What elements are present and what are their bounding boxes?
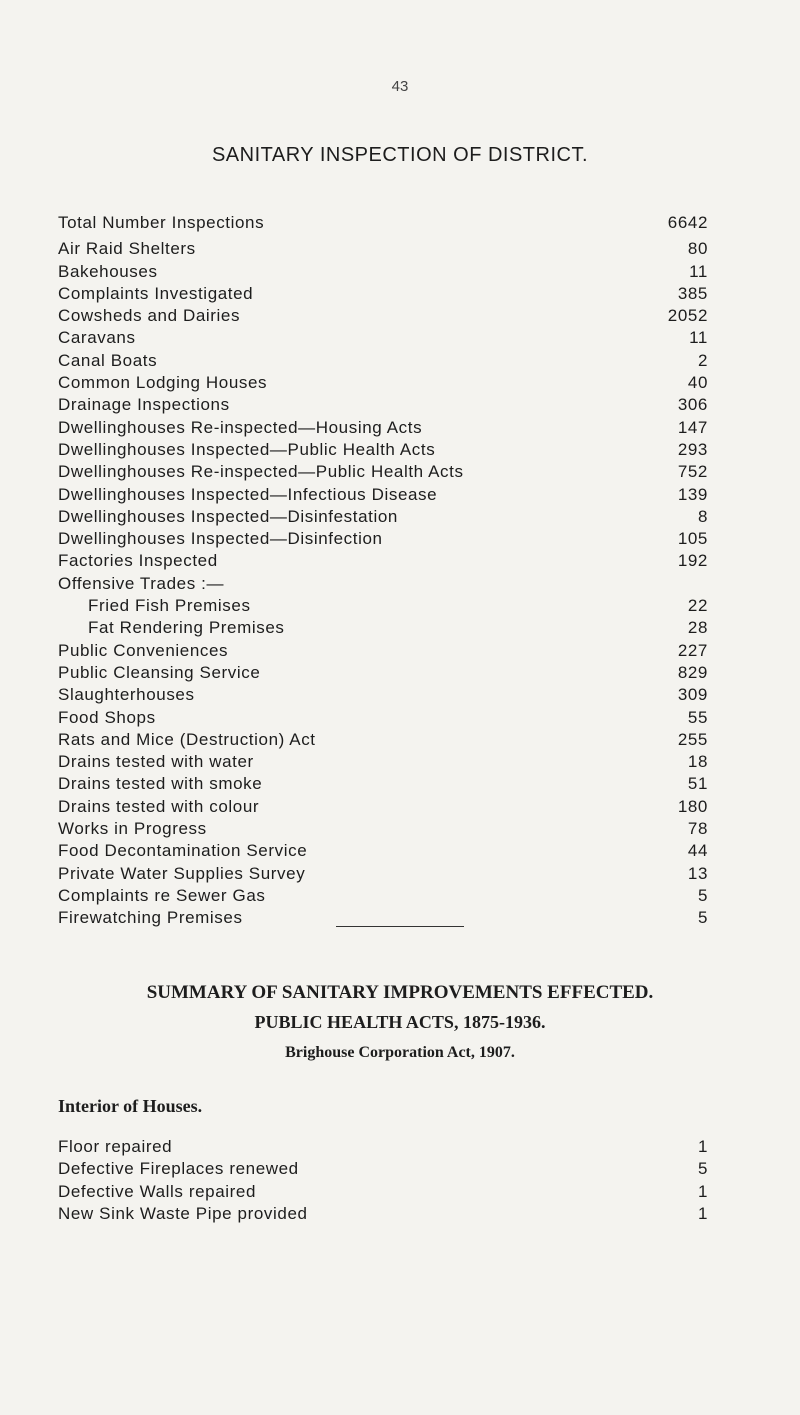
- item-label: Offensive Trades :—: [58, 573, 225, 593]
- list-item: [58, 684, 708, 706]
- item-label: Factories Inspected: [58, 551, 218, 571]
- list-item: [58, 1181, 708, 1203]
- item-value: 44: [687, 841, 708, 861]
- item-label: Complaints Investigated: [58, 283, 254, 303]
- list-item: [58, 305, 708, 327]
- list-item: [58, 573, 708, 595]
- improvement-list: [58, 1136, 708, 1225]
- item-label: Fried Fish Premises: [88, 596, 251, 616]
- item-label: Bakehouses: [58, 261, 158, 281]
- item-value: 306: [677, 395, 708, 415]
- item-label: Common Lodging Houses: [58, 373, 268, 393]
- item-label: Total Number Inspections: [58, 213, 265, 232]
- list-item: [58, 707, 708, 729]
- item-value: 752: [677, 462, 708, 482]
- list-item: [58, 261, 708, 283]
- item-value: 18: [687, 752, 708, 772]
- list-item: [58, 1203, 708, 1225]
- item-value: 6642: [667, 213, 708, 232]
- list-item: [58, 238, 708, 260]
- item-label: Dwellinghouses Inspected—Infectious Disease: [58, 484, 438, 504]
- item-value: 11: [689, 328, 708, 348]
- item-label: Private Water Supplies Survey: [58, 863, 306, 883]
- item-value: 40: [687, 373, 708, 393]
- summary-title: SUMMARY OF SANITARY IMPROVEMENTS EFFECTED.: [146, 982, 654, 1003]
- list-item: [58, 283, 708, 305]
- item-label: Complaints re Sewer Gas: [58, 885, 266, 905]
- item-label: Drains tested with smoke: [58, 774, 263, 794]
- item-value: 78: [687, 819, 708, 839]
- item-value: 2: [697, 350, 708, 370]
- item-label: Public Cleansing Service: [58, 662, 261, 682]
- list-item: [58, 528, 708, 550]
- item-label: Dwellinghouses Re-inspected—Housing Acts: [58, 417, 423, 437]
- list-item: [58, 394, 708, 416]
- item-value: 5: [697, 885, 708, 905]
- list-item: [58, 773, 708, 795]
- item-value: 22: [687, 596, 708, 616]
- item-label: Dwellinghouses Inspected—Disinfestation: [58, 506, 398, 526]
- item-value: 5: [697, 908, 708, 928]
- item-value: 2052: [667, 306, 708, 326]
- list-item: [58, 751, 708, 773]
- item-label: Dwellinghouses Inspected—Public Health Acts: [58, 439, 436, 459]
- item-value: 51: [687, 774, 708, 794]
- item-value: 147: [677, 417, 708, 437]
- page-title: SANITARY INSPECTION OF DISTRICT.: [211, 144, 589, 166]
- item-value: 55: [687, 707, 708, 727]
- item-value: 13: [687, 863, 708, 883]
- item-label: New Sink Waste Pipe provided: [58, 1203, 308, 1223]
- list-item: [58, 840, 708, 862]
- item-value: 829: [677, 662, 708, 682]
- list-item: [58, 484, 708, 506]
- item-label: Floor repaired: [58, 1137, 173, 1156]
- item-value: 1: [697, 1203, 708, 1223]
- item-label: Rats and Mice (Destruction) Act: [58, 729, 316, 749]
- item-value: 11: [689, 261, 708, 281]
- item-value: 1: [697, 1181, 708, 1201]
- list-item: [58, 417, 708, 439]
- inspection-list: [58, 212, 708, 930]
- list-item: [58, 1158, 708, 1180]
- list-item: [58, 595, 708, 617]
- item-label: Canal Boats: [58, 350, 158, 370]
- item-label: Defective Fireplaces renewed: [58, 1159, 299, 1179]
- item-value: 309: [677, 685, 708, 705]
- item-value: 180: [677, 796, 708, 816]
- list-item: [58, 350, 708, 372]
- list-item: [58, 550, 708, 572]
- list-item: [58, 729, 708, 751]
- item-value: 255: [677, 729, 708, 749]
- section-divider: [336, 926, 464, 927]
- item-label: Slaughterhouses: [58, 685, 195, 705]
- list-item: [58, 863, 708, 885]
- list-item: [58, 662, 708, 684]
- list-item: [58, 212, 708, 234]
- list-item: [58, 1136, 708, 1158]
- item-label: Drains tested with water: [58, 752, 254, 772]
- item-value: 28: [687, 618, 708, 638]
- list-item: [58, 796, 708, 818]
- item-label: Food Decontamination Service: [58, 841, 308, 861]
- item-value: 80: [687, 239, 708, 259]
- item-value: 5: [697, 1159, 708, 1179]
- item-label: Food Shops: [58, 707, 156, 727]
- item-label: Drainage Inspections: [58, 395, 230, 415]
- item-label: Defective Walls repaired: [58, 1181, 257, 1201]
- list-item: [58, 640, 708, 662]
- act-heading: Brighouse Corporation Act, 1907.: [285, 1044, 515, 1061]
- item-label: Caravans: [58, 328, 136, 348]
- list-item: [58, 506, 708, 528]
- item-label: Drains tested with colour: [58, 796, 260, 816]
- list-item: [58, 818, 708, 840]
- summary-subtitle: PUBLIC HEALTH ACTS, 1875-1936.: [254, 1012, 546, 1032]
- list-item: [58, 372, 708, 394]
- item-value: 227: [677, 640, 708, 660]
- item-label: Dwellinghouses Re-inspected—Public Health Acts: [58, 462, 464, 482]
- item-value: 105: [677, 529, 708, 549]
- item-value: 1: [697, 1137, 708, 1156]
- list-item: [58, 439, 708, 461]
- list-item: [58, 461, 708, 483]
- item-label: Dwellinghouses Inspected—Disinfection: [58, 529, 383, 549]
- item-value: 8: [697, 506, 708, 526]
- item-value: 385: [677, 283, 708, 303]
- item-label: Public Conveniences: [58, 640, 229, 660]
- item-value: 293: [677, 439, 708, 459]
- section-heading: Interior of Houses.: [58, 1096, 203, 1116]
- item-label: Works in Progress: [58, 819, 207, 839]
- item-value: 139: [677, 484, 708, 504]
- list-item: [58, 885, 708, 907]
- page-number: 43: [391, 78, 409, 95]
- item-label: Firewatching Premises: [58, 908, 243, 928]
- item-label: Cowsheds and Dairies: [58, 306, 241, 326]
- list-item: [58, 327, 708, 349]
- list-item: [58, 617, 708, 639]
- item-label: Fat Rendering Premises: [88, 618, 285, 638]
- item-value: 192: [677, 551, 708, 571]
- item-label: Air Raid Shelters: [58, 239, 196, 259]
